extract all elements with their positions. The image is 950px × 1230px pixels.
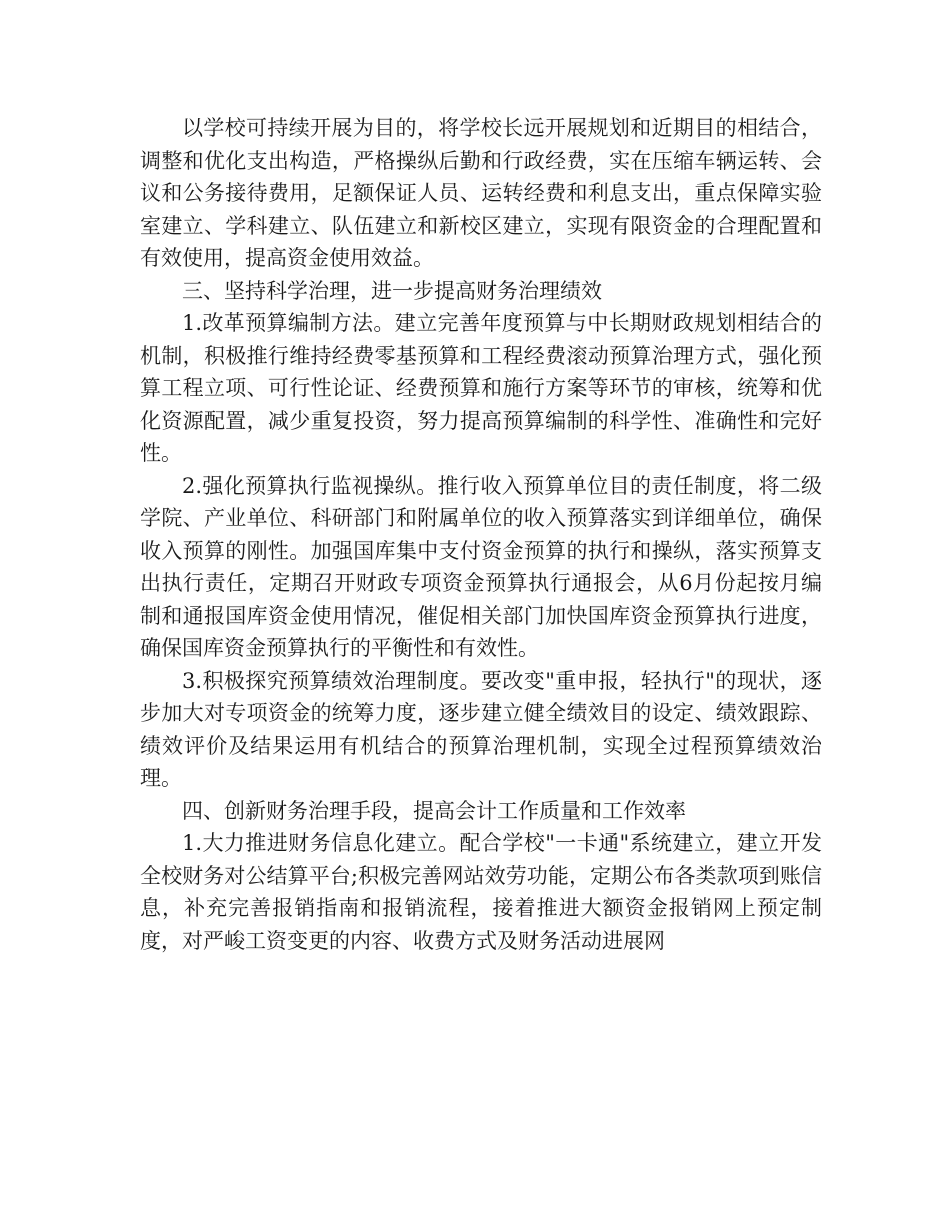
paragraph-budget-performance: 3.积极探究预算绩效治理制度。要改变"重申报，轻执行"的现状，逐步加大对专项资金的统筹力度，逐步建立健全绩效目的设定、绩效跟踪、绩效评价及结果运用有机结合的预算治理机制，实现全过程预算绩效治理。 xyxy=(140,668,822,790)
section-heading-4: 四、创新财务治理手段，提高会计工作质量和工作效率 xyxy=(182,798,686,823)
section-heading-3: 三、坚持科学治理，进一步提高财务治理绩效 xyxy=(182,278,602,303)
document-page xyxy=(140,112,822,957)
paragraph-budget-method: 1.改革预算编制方法。建立完善年度预算与中长期财政规划相结合的机制，积极推行维持经费零基预算和工程经费滚动预算治理方式，强化预算工程立项、可行性论证、经费预算和施行方案等环节的审核，统筹和优化资源配置，减少重复投资，努力提高预算编制的科学性、准确性和完好性。 xyxy=(140,311,822,465)
paragraph-financial-informatization: 1.大力推进财务信息化建立。配合学校"一卡通"系统建立，建立开发全校财务对公结算平台;积极完善网站效劳功能，定期公布各类款项到账信息，补充完善报销指南和报销流程，接着推进大额资金报销网上预定制度，对严峻工资变更的内容、收费方式及财务活动进展网 xyxy=(140,831,822,953)
paragraph-budget-goal: 以学校可持续开展为目的，将学校长远开展规划和近期目的相结合，调整和优化支出构造，严格操纵后勤和行政经费，实在压缩车辆运转、会议和公务接待费用，足额保证人员、运转经费和利息支出，重点保障实验室建立、学科建立、队伍建立和新校区建立，实现有限资金的合理配置和有效使用，提高资金使用效益。 xyxy=(140,116,822,270)
paragraph-budget-execution: 2.强化预算执行监视操纵。推行收入预算单位目的责任制度，将二级学院、产业单位、科研部门和附属单位的收入预算落实到详细单位，确保收入预算的刚性。加强国库集中支付资金预算的执行和操纵，落实预算支出执行责任，定期召开财政专项资金预算执行通报会，从6月份起按月编制和通报国库资金使用情况，催促相关部门加快国库资金预算执行进度，确保国库资金预算执行的平衡性和有效性。 xyxy=(140,473,822,660)
